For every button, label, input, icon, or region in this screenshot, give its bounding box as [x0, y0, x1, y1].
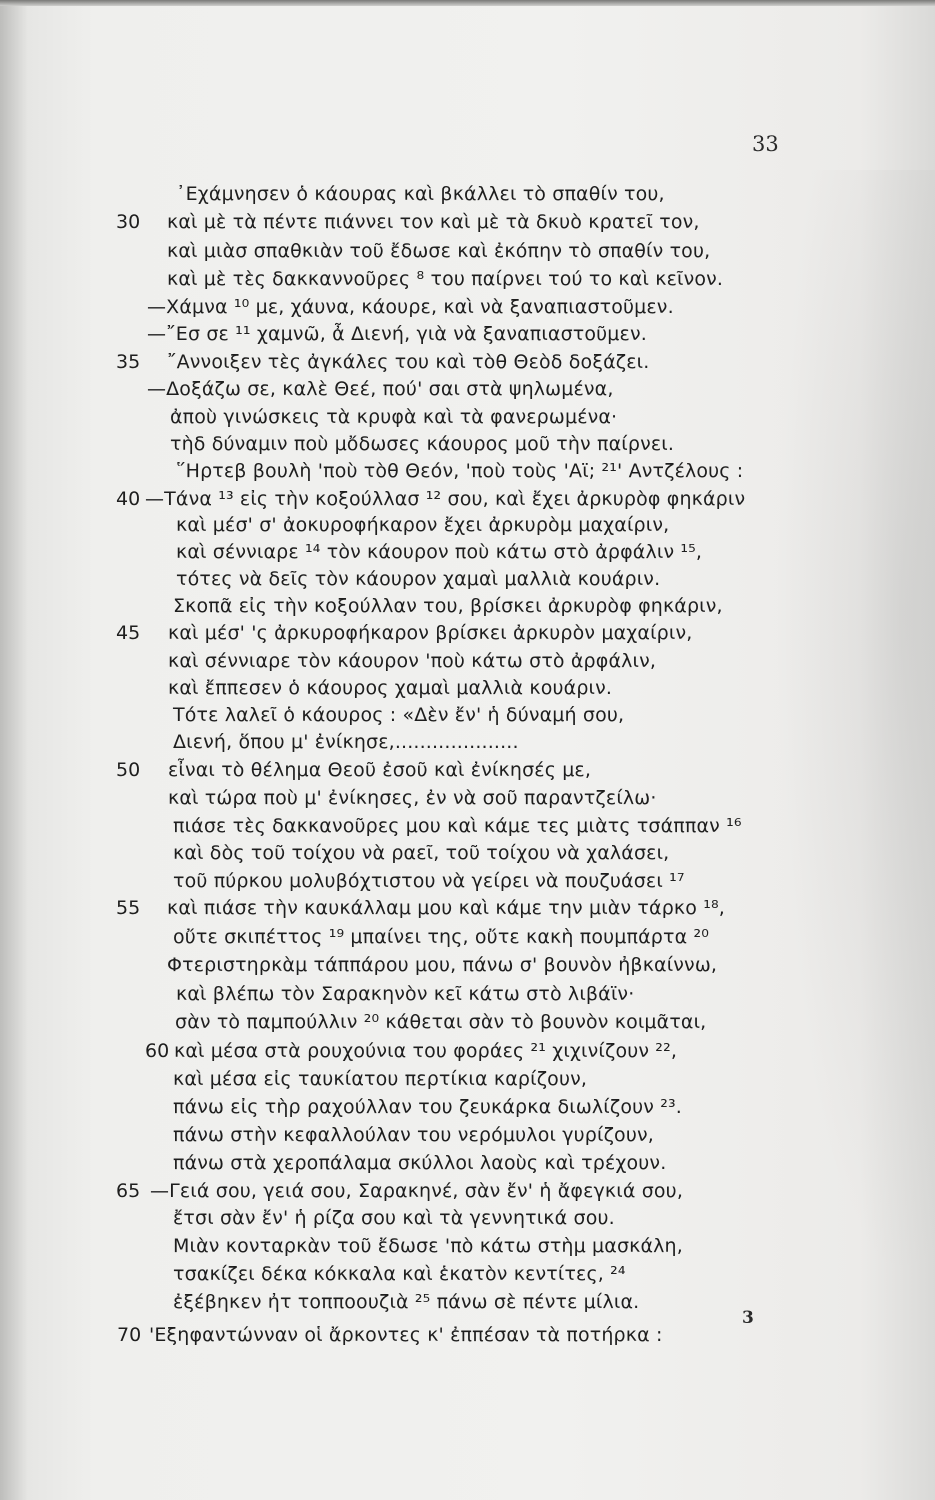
verse-line: τοῦ πύρκου μολυβόχτιστου νὰ γείρει νὰ πουζυάσει ¹⁷ — [173, 870, 685, 892]
verse-line: ῎Αννοιξεν τὲς ἀγκάλες του καὶ τὸθ Θεὸδ δοξάζει. — [167, 351, 650, 373]
verse-line: —Χάμνα ¹⁰ με, χάυνα, κάουρε, καὶ νὰ ξαναπιαστοῦμεν. — [147, 296, 674, 318]
verse-line: καὶ ἔππεσεν ὁ κάουρος χαμαὶ μαλλιὰ κουάριν. — [168, 677, 613, 699]
verse-line: καὶ σέννιαρε τὸν κάουρον 'ποὺ κάτω στὸ ἀρφάλιν, — [168, 650, 657, 672]
verse-line: ᾿Εχάμνησεν ὁ κάουρας καὶ βκάλλει τὸ σπαθίν του, — [176, 183, 665, 205]
verse-line: —Γειά σου, γειά σου, Σαρακηνέ, σὰν ἔν' ἡ ἄφεγκιά σου, — [150, 1180, 684, 1202]
verse-line: 'Εξηφαντώνναν οἱ ἄρκοντες κ' ἐππέσαν τὰ ποτήρκα : — [149, 1324, 663, 1346]
verse-line: Σκοπᾶ εἰς τὴν κοξούλλαν του, βρίσκει ἀρκυρὸφ φηκάριν, — [173, 595, 723, 617]
verse-line: καὶ σέννιαρε ¹⁴ τὸν κάουρον ποὺ κάτω στὸ ἀρφάλιν ¹⁵, — [176, 541, 703, 563]
verse-line: καὶ τώρα ποὺ μ' ἐνίκησες, ἐν νὰ σοῦ παραντζείλω· — [168, 787, 657, 809]
verse-line: καὶ πιάσε τὴν καυκάλλαμ μου καὶ κάμε την μιὰν τάρκο ¹⁸, — [167, 897, 725, 919]
verse-line: ῞Ηρτεβ βουλὴ 'ποὺ τὸθ Θεόν, 'ποὺ τοὺς 'Αϊ; ²¹' Αντζέλους : — [176, 460, 744, 482]
verse-line: καὶ βλέπω τὸν Σαρακηνὸν κεῖ κάτω στὸ λιβάϊν· — [176, 983, 635, 1005]
show-through-text — [775, 170, 935, 1280]
verse-line: καὶ μέσ' σ' ἀοκυροφήκαρον ἔχει ἀρκυρὸμ μαχαίριν, — [176, 514, 670, 536]
verse-line: πάνω στὴν κεφαλλούλαν του νερόμυλοι γυρίζουν, — [173, 1124, 654, 1146]
line-number: 40 — [116, 488, 141, 510]
verse-line: καὶ δὸς τοῦ τοίχου νὰ ραεῖ, τοῦ τοίχου νὰ χαλάσει, — [173, 842, 670, 864]
verse-line: καὶ μὲ τὰ πέντε πιάννει τον καὶ μὲ τὰ δκυὸ κρατεῖ τον, — [167, 211, 700, 233]
line-number: 50 — [116, 759, 141, 781]
page-top-edge — [0, 0, 935, 6]
verse-line: —Τάνα ¹³ εἰς τὴν κοξούλλασ ¹² σου, καὶ ἔχει ἀρκυρὸφ φηκάριν — [145, 488, 746, 510]
verse-line: —῎Εσ σε ¹¹ χαμνῶ, ἆ Διενή, γιὰ νὰ ξαναπιαστοῦμεν. — [147, 323, 647, 345]
line-number: 35 — [116, 351, 141, 373]
line-number: 60 — [145, 1040, 170, 1062]
verse-line: καὶ μέσ' 'ς ἀρκυροφήκαρον βρίσκει ἀρκυρὸν μαχαίριν, — [168, 622, 693, 644]
verse-line: ἔτσι σὰν ἔν' ἡ ρίζα σου καὶ τὰ γεννητικά σου. — [173, 1207, 615, 1229]
line-number: 65 — [116, 1180, 141, 1202]
verse-line: τσακίζει δέκα κόκκαλα καὶ ἑκατὸν κεντίτες, ²⁴ — [173, 1263, 626, 1285]
verse-line: —Δοξάζω σε, καλὲ Θεέ, πού' σαι στὰ ψηλωμένα, — [147, 378, 614, 400]
verse-line: εἶναι τὸ θέλημα Θεοῦ ἐσοῦ καὶ ἐνίκησές με, — [168, 759, 592, 781]
verse-line: πάνω στὰ χεροπάλαμα σκύλλοι λαοὺς καὶ τρέχουν. — [173, 1152, 667, 1174]
signature-mark: 3 — [742, 1308, 754, 1328]
verse-line: Φτεριστηρκὰμ τάππάρου μου, πάνω σ' βουνὸν ἠβκαίννω, — [167, 954, 718, 976]
verse-line: Διενή, ὅπου μ' ἐνίκησε,.................... — [173, 731, 519, 753]
verse-line: τότες νὰ δεῖς τὸν κάουρον χαμαὶ μαλλιὰ κουάριν. — [176, 568, 661, 590]
verse-line: καὶ μέσα εἰς ταυκίατου περτίκια καρίζουν, — [173, 1068, 588, 1090]
verse-line: οὔτε σκιπέττος ¹⁹ μπαίνει της, οὔτε κακὴ πουμπάρτα ²⁰ — [173, 926, 709, 948]
verse-line: Μιὰν κονταρκὰν τοῦ ἔδωσε 'πὸ κάτω στὴμ μασκάλη, — [173, 1235, 683, 1257]
verse-line: σὰν τὸ παμπούλλιν ²⁰ κάθεται σὰν τὸ βουνὸν κοιμᾶται, — [175, 1011, 707, 1033]
line-number: 55 — [116, 897, 141, 919]
verse-line: πάνω εἰς τὴρ ραχούλλαν του ζευκάρκα διωλίζουν ²³. — [173, 1096, 682, 1118]
line-number: 30 — [116, 211, 141, 233]
verse-line: καὶ μὲ τὲς δακκαννοῦρες ⁸ του παίρνει τού το καὶ κεῖνον. — [167, 268, 724, 290]
verse-line: Τότε λαλεῖ ὁ κάουρος : «Δὲν ἔν' ἡ δύναμή σου, — [173, 704, 625, 726]
page-number: 33 — [752, 132, 779, 156]
line-number: 70 — [117, 1324, 142, 1346]
verse-line: ἀποὺ γινώσκεις τὰ κρυφὰ καὶ τὰ φανερωμένα· — [170, 406, 618, 428]
verse-line: ἐξέβηκεν ἠτ τοπποουζιὰ ²⁵ πάνω σὲ πέντε μίλια. — [173, 1291, 640, 1313]
line-number: 45 — [116, 622, 141, 644]
verse-line: πιάσε τὲς δακκανοῦρες μου καὶ κάμε τες μιὰτς τσάππαν ¹⁶ — [173, 815, 742, 837]
verse-line: τὴδ δύναμιν ποὺ μὄδωσες κάουρος μοῦ τὴν παίρνει. — [170, 433, 675, 455]
verse-line: καὶ μιὰσ σπαθκιὰν τοῦ ἔδωσε καὶ ἐκόπην τὸ σπαθίν του, — [167, 240, 711, 262]
verse-line: καὶ μέσα στὰ ρουχούνια του φοράες ²¹ χιχινίζουν ²², — [174, 1040, 678, 1062]
